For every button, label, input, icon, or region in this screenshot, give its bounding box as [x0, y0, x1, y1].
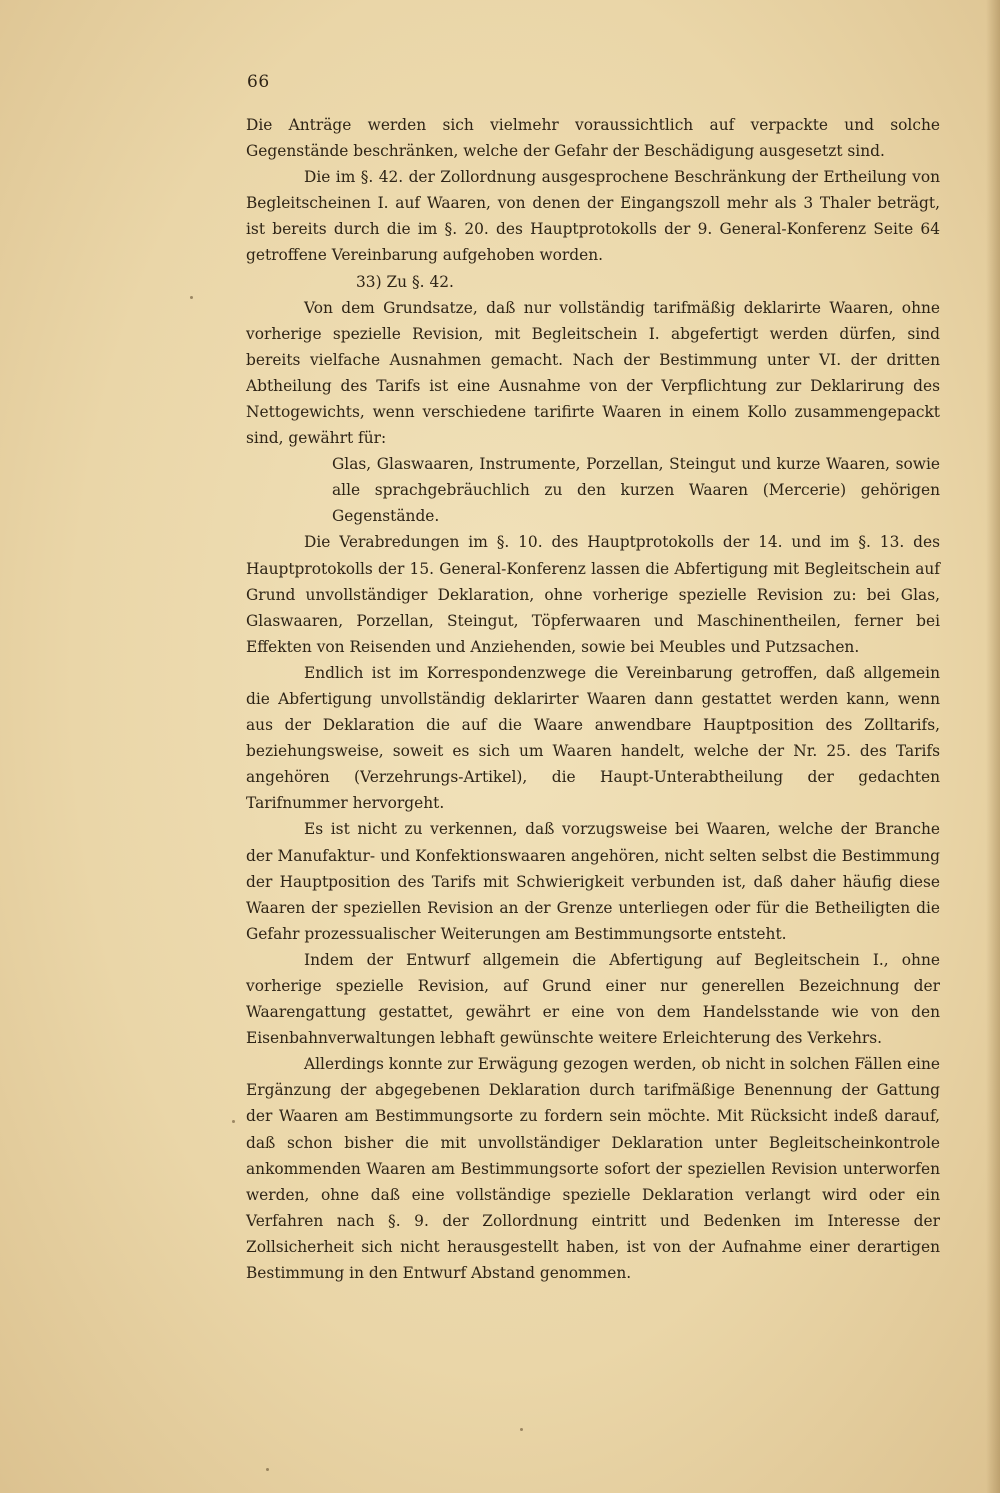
- paper-speck: [190, 296, 193, 299]
- paragraph-verkennen: Es ist nicht zu verkennen, daß vorzugsweise bei Waaren, welche der Branche der Manufaktur- und Konfektionswaaren angehören, nicht selten selbst die Bestimmung der Hauptposition des Tarifs mit Schwierigkeit verbunden ist, daß daher häufig diese Waaren der speziellen Revision an der Grenze unterliegen oder für die Betheiligten die Gefahr prozessualischer Weiterungen am Bestimmungsorte entsteht.: [246, 820, 940, 943]
- paragraph-allerdings: Allerdings konnte zur Erwägung gezogen werden, ob nicht in solchen Fällen eine Ergänzung der abgegebenen Deklaration durch tarifmäßige Benennung der Gattung der Waaren am Bestimmungsorte zu fordern sein möchte. Mit Rücksicht indeß darauf, daß schon bisher die mit unvollständiger Deklaration unter Begleitscheinkontrole ankommenden Waaren am Bestimmungsorte sofort der speziellen Revision unterworfen werden, ohne daß eine vollständige spezielle Deklaration verlangt wird oder ein Verfahren nach §. 9. der Zollordnung eintritt und Bedenken im Interesse der Zollsicherheit sich nicht herausgestellt haben, ist von der Aufnahme einer derartigen Bestimmung in den Entwurf Abstand genommen.: [246, 1055, 940, 1283]
- paragraph-entwurf: Indem der Entwurf allgemein die Abfertigung auf Begleitschein I., ohne vorherige spezielle Revision, auf Grund einer nur generellen Bezeichnung der Waarengattung gestattet, gewährt er eine von dem Handelsstande wie von den Eisenbahnverwaltungen lebhaft gewünschte weitere Erleichterung des Verkehrs.: [246, 950, 940, 1048]
- paragraph-zollordnung-42: Die im §. 42. der Zollordnung ausgesprochene Beschränkung der Ertheilung von Begleitscheinen I. auf Waaren, von denen der Eingangszoll mehr als 3 Thaler beträgt, ist bereits durch die im §. 20. des Hauptprotokolls der 9. General-Konferenz Seite 64 getroffene Vereinbarung aufgehoben worden.: [246, 168, 940, 265]
- page-number: 66: [247, 72, 270, 92]
- paragraph-endlich: Endlich ist im Korrespondenzwege die Vereinbarung getroffen, daß allgemein die Abfertigung unvollständig deklarirter Waaren dann gestattet werden kann, wenn aus der Deklaration die auf die Waare anwendbare Hauptposition des Zolltarifs, beziehungsweise, soweit es sich um Waaren handelt, welche der Nr. 25. des Tarifs angehören (Verzehrungs-Artikel), die Haupt-Unterabtheilung der gedachten Tarifnummer hervorgeht.: [246, 663, 940, 813]
- document-body: [246, 112, 940, 1286]
- paragraph-goods-list: Glas, Glaswaaren, Instrumente, Porzellan, Steingut und kurze Waaren, sowie alle sprachgebräuchlich zu den kurzen Waaren (Mercerie) gehörigen Gegenstände.: [332, 455, 940, 526]
- paper-speck: [520, 1428, 523, 1431]
- paragraph-verabredungen: Die Verabredungen im §. 10. des Hauptprotokolls der 14. und im §. 13. des Hauptprotokolls der 15. General-Konferenz lassen die Abfertigung mit Begleitschein auf Grund unvollständiger Deklaration, ohne vorherige spezielle Revision zu: bei Glas, Glaswaaren, Porzellan, Steingut, Töpferwaaren und Maschinentheilen, ferner bei Effekten von Reisenden und Anziehenden, sowie bei Meubles und Putzsachen.: [246, 533, 940, 656]
- paragraph-continuation: Die Anträge werden sich vielmehr voraussichtlich auf verpackte und solche Gegenstände beschränken, welche der Gefahr der Beschädigung ausgesetzt sind.: [246, 116, 940, 161]
- paragraph-grundsatz: Von dem Grundsatze, daß nur vollständig tarifmäßig deklarirte Waaren, ohne vorherige spezielle Revision, mit Begleitschein I. abgefertigt werden dürfen, sind bereits vielfache Ausnahmen gemacht. Nach der Bestimmung unter VI. der dritten Abtheilung des Tarifs ist eine Ausnahme von der Verpflichtung zur Deklarirung des Nettogewichts, wenn verschiedene tarifirte Waaren in einem Kollo zusammengepackt sind, gewährt für:: [246, 298, 940, 448]
- section-heading: 33) Zu §. 42.: [356, 272, 454, 291]
- paper-speck: [266, 1468, 269, 1471]
- paper-speck: [232, 1120, 235, 1123]
